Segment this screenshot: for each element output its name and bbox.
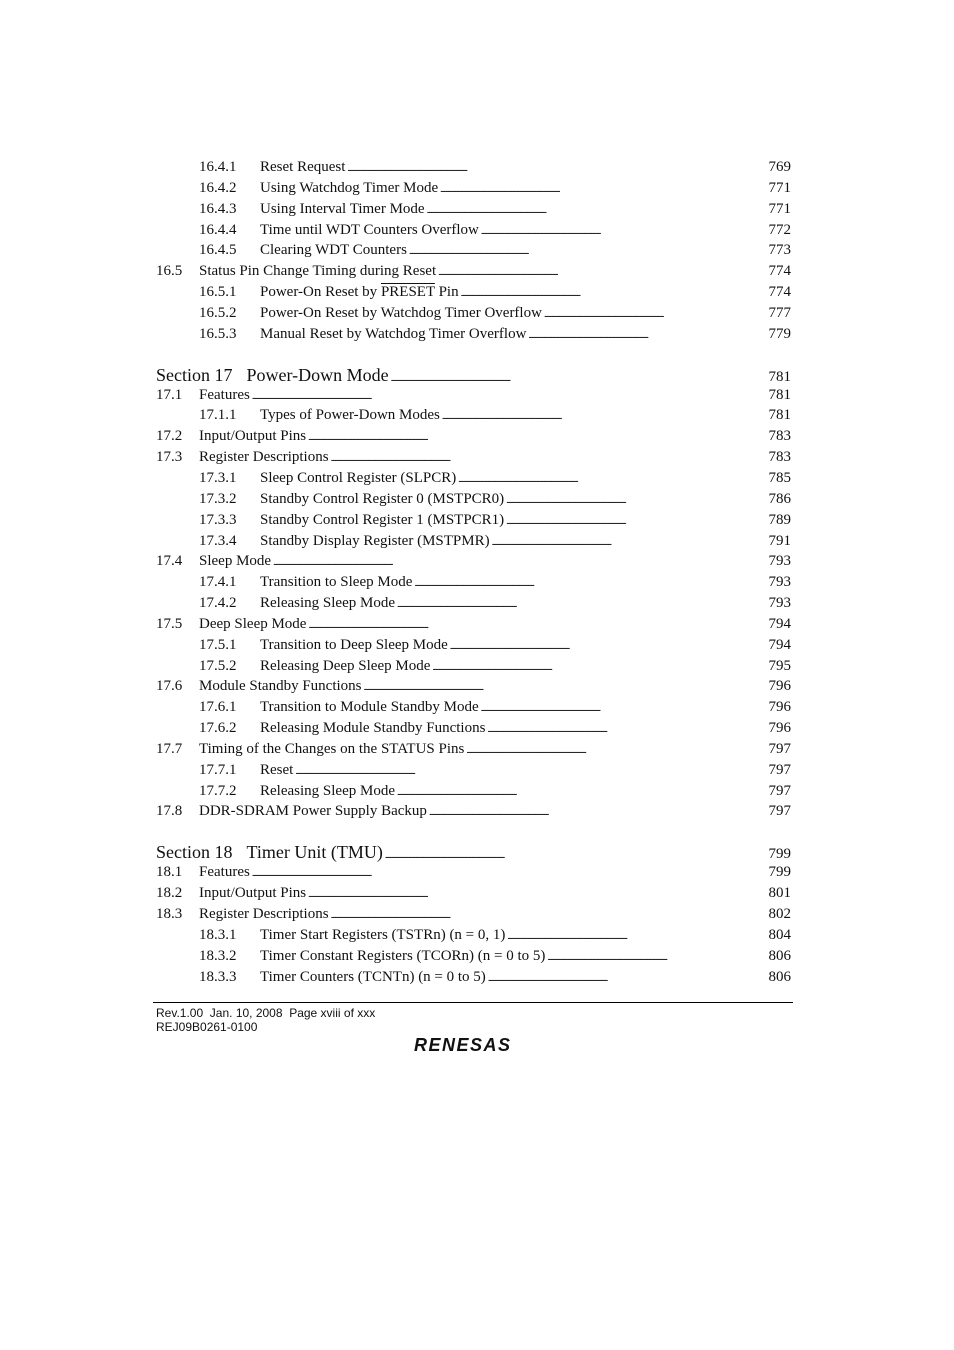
dot-leader — [364, 676, 767, 698]
toc-entry[interactable] — [156, 718, 791, 739]
toc-entry-number: 17.3 — [156, 449, 183, 466]
toc-entry-page: 781 — [768, 386, 791, 403]
toc-entry-title-overline: PRESET — [380, 284, 435, 301]
toc-entry-number: 17.5 — [156, 615, 183, 632]
toc-entry-number: 17.3.2 — [199, 490, 237, 507]
table-of-contents — [156, 157, 791, 987]
toc-entry-number: 17.1.1 — [199, 407, 237, 424]
toc-entry-page: 801 — [768, 885, 791, 902]
dot-leader — [429, 801, 767, 823]
toc-entry-number: 18.3 — [156, 906, 183, 922]
toc-entry-title: Reset — [260, 761, 294, 778]
toc-entry[interactable] — [156, 385, 791, 406]
renesas-logo — [414, 1033, 534, 1055]
toc-entry-page: 797 — [768, 803, 791, 820]
toc-entry[interactable] — [156, 303, 791, 324]
toc-entry-page: 791 — [768, 532, 791, 549]
toc-entry-page: 793 — [768, 595, 791, 612]
footer-document-code: REJ09B0261-0100 — [156, 1020, 258, 1034]
toc-entry[interactable] — [156, 904, 791, 925]
toc-entry-title: Reset Request — [260, 159, 346, 175]
dot-leader — [331, 904, 767, 926]
toc-entry-title: Time until WDT Counters Overflow — [260, 221, 479, 238]
toc-entry-number: 17.4 — [156, 553, 183, 570]
toc-entry-title: Features — [199, 386, 250, 403]
toc-entry[interactable] — [156, 801, 791, 822]
toc-entry-title: Transition to Deep Sleep Mode — [260, 636, 448, 653]
toc-entry-title: Standby Control Register 1 (MSTPCR1) — [260, 511, 505, 528]
toc-entry[interactable] — [156, 739, 791, 760]
toc-entry-number: 17.4.1 — [199, 574, 237, 591]
dot-leader — [547, 946, 766, 968]
toc-entry-number: 18.2 — [156, 885, 183, 902]
dot-leader — [488, 967, 767, 989]
toc-entry-title: Transition to Module Standby Mode — [260, 699, 479, 716]
toc-entry[interactable] — [156, 635, 791, 656]
toc-entry-page: 794 — [768, 615, 791, 632]
toc-entry[interactable] — [156, 157, 791, 178]
toc-entry-page: 802 — [768, 906, 791, 922]
dot-leader — [492, 531, 767, 553]
dot-leader — [252, 862, 767, 884]
toc-entry-number: 17.3.1 — [199, 469, 237, 486]
toc-entry-title: Register Descriptions — [199, 449, 329, 466]
toc-entry-number: 17.2 — [156, 428, 183, 445]
toc-entry[interactable] — [156, 178, 791, 199]
toc-entry[interactable] — [156, 925, 791, 946]
toc-section-entry[interactable] — [156, 364, 791, 386]
toc-entry[interactable] — [156, 199, 791, 220]
dot-leader — [481, 697, 767, 719]
dot-leader — [507, 925, 766, 947]
dot-leader — [397, 781, 767, 803]
toc-entry[interactable] — [156, 967, 791, 988]
toc-entry-page: 785 — [768, 469, 791, 486]
toc-entry-number: Section 18 — [156, 842, 233, 863]
toc-entry[interactable] — [156, 510, 791, 531]
dot-leader — [414, 572, 766, 594]
toc-entry-page: 783 — [768, 428, 791, 445]
toc-entry-page: 797 — [768, 782, 791, 799]
dot-leader — [331, 447, 767, 469]
toc-entry-number: 18.3.2 — [199, 947, 237, 964]
toc-entry-number: Section 17 — [156, 364, 233, 385]
toc-entry-page: 799 — [768, 864, 791, 881]
toc-entry-page: 793 — [768, 553, 791, 570]
toc-entry-page: 796 — [768, 720, 791, 737]
toc-entry-page: 774 — [768, 284, 791, 301]
toc-entry-title: Using Interval Timer Mode — [260, 200, 425, 217]
dot-leader — [487, 718, 766, 740]
toc-entry-title: Manual Reset by Watchdog Timer Overflow — [260, 325, 527, 342]
toc-entry-page: 795 — [768, 657, 791, 674]
toc-entry-title — [260, 282, 459, 303]
dot-leader — [506, 489, 766, 511]
renesas-logo-text: RENESAS — [414, 1035, 512, 1055]
toc-entry-page: 779 — [768, 325, 791, 342]
toc-entry-number: 16.5.3 — [199, 325, 237, 342]
toc-entry-title: Releasing Deep Sleep Mode — [260, 657, 431, 674]
toc-entry-title: Standby Display Register (MSTPMR) — [260, 532, 490, 549]
dot-leader — [544, 303, 767, 325]
toc-entry-page: 774 — [768, 263, 791, 280]
toc-entry-number: 17.8 — [156, 803, 183, 820]
dot-leader — [347, 157, 766, 179]
toc-entry[interactable] — [156, 781, 791, 802]
dot-leader — [466, 739, 766, 761]
toc-entry[interactable] — [156, 883, 791, 904]
toc-entry-page: 772 — [768, 221, 791, 238]
toc-entry-number: 17.3.3 — [199, 511, 237, 528]
toc-entry-title-part: Power-On Reset by — [260, 284, 381, 301]
footer-divider — [153, 1002, 793, 1003]
toc-entry-title: Timer Constant Registers (TCORn) (n = 0 to 5) — [260, 947, 546, 964]
toc-entry[interactable] — [156, 489, 791, 510]
toc-entry-number: 17.6 — [156, 678, 183, 695]
toc-entry-page: 797 — [768, 740, 791, 757]
dot-leader — [442, 405, 767, 427]
toc-entry-page: 806 — [768, 968, 791, 985]
toc-entry-number: 17.3.4 — [199, 532, 237, 549]
toc-entry-page: 783 — [768, 449, 791, 466]
toc-entry-page: 771 — [768, 200, 791, 217]
toc-entry-page: 777 — [768, 304, 791, 321]
toc-entry-title: Releasing Sleep Mode — [260, 782, 395, 799]
toc-entry-page: 797 — [768, 761, 791, 778]
toc-entry-number: 17.6.1 — [199, 699, 237, 716]
toc-entry-number: 16.4.3 — [199, 200, 237, 217]
dot-leader — [308, 614, 766, 636]
toc-entry-page: 796 — [768, 699, 791, 716]
toc-entry-title: Using Watchdog Timer Mode — [260, 179, 439, 196]
dot-leader — [450, 635, 767, 657]
toc-entry-number: 17.7 — [156, 740, 183, 757]
toc-entry-number: 17.6.2 — [199, 720, 237, 737]
dot-leader — [409, 240, 767, 262]
toc-entry-number: 16.4.5 — [199, 242, 237, 259]
toc-entry[interactable] — [156, 261, 791, 282]
toc-entry-title: Features — [199, 864, 250, 881]
toc-entry[interactable] — [156, 282, 791, 303]
toc-entry-title: Power-On Reset by Watchdog Timer Overflow — [260, 304, 542, 321]
toc-entry-page: 793 — [768, 574, 791, 591]
toc-entry-title: Status Pin Change Timing during Reset — [199, 263, 437, 280]
toc-entry-number: 18.3.3 — [199, 968, 237, 985]
page-footer — [156, 1006, 375, 1034]
toc-entry-title-part: Pin — [434, 284, 459, 301]
toc-entry[interactable] — [156, 572, 791, 593]
toc-entry[interactable] — [156, 468, 791, 489]
toc-entry-page: 786 — [768, 490, 791, 507]
dot-leader — [273, 551, 766, 573]
dot-leader — [461, 282, 767, 304]
toc-entry[interactable] — [156, 862, 791, 883]
dot-leader — [528, 324, 766, 346]
toc-entry-title: Register Descriptions — [199, 906, 329, 922]
toc-entry-number: 16.5 — [156, 263, 183, 280]
toc-entry-number: 16.5.1 — [199, 284, 237, 301]
toc-entry-page: 781 — [768, 368, 791, 385]
toc-entry-page: 794 — [768, 636, 791, 653]
toc-entry[interactable] — [156, 760, 791, 781]
toc-entry[interactable] — [156, 405, 791, 426]
dot-leader — [506, 510, 766, 532]
toc-entry-page: 769 — [768, 159, 791, 175]
toc-entry-page: 789 — [768, 511, 791, 528]
toc-entry[interactable] — [156, 593, 791, 614]
toc-entry-title: Deep Sleep Mode — [199, 615, 307, 632]
dot-leader — [458, 468, 766, 490]
dot-leader — [252, 385, 767, 407]
toc-entry-number: 17.5.1 — [199, 636, 237, 653]
toc-entry[interactable] — [156, 551, 791, 572]
toc-entry-number: 17.4.2 — [199, 595, 237, 612]
dot-leader — [438, 261, 766, 283]
toc-entry-title: Transition to Sleep Mode — [260, 574, 413, 591]
toc-entry-number: 17.5.2 — [199, 657, 237, 674]
dot-leader — [295, 760, 766, 782]
toc-entry[interactable] — [156, 676, 791, 697]
toc-entry-title: Power-Down Mode — [246, 364, 389, 385]
dot-leader — [432, 656, 766, 678]
toc-entry-title: Standby Control Register 0 (MSTPCR0) — [260, 490, 505, 507]
toc-entry-title: Clearing WDT Counters — [260, 242, 407, 259]
toc-entry-title: Timer Counters (TCNTn) (n = 0 to 5) — [260, 968, 486, 985]
toc-entry-number: 17.1 — [156, 386, 183, 403]
toc-entry[interactable] — [156, 240, 791, 261]
toc-entry[interactable] — [156, 426, 791, 447]
toc-entry-number: 16.4.2 — [199, 179, 237, 196]
toc-entry-number: 16.4.4 — [199, 221, 237, 238]
toc-entry-page: 771 — [768, 179, 791, 196]
toc-section-entry[interactable] — [156, 841, 791, 863]
toc-entry-title: Types of Power-Down Modes — [260, 407, 440, 424]
toc-entry[interactable] — [156, 946, 791, 967]
dot-leader — [308, 426, 766, 448]
dot-leader — [308, 883, 766, 905]
toc-entry-title: Timing of the Changes on the STATUS Pins — [199, 740, 465, 757]
toc-entry-title: Sleep Mode — [199, 553, 272, 570]
toc-entry-title: DDR-SDRAM Power Supply Backup — [199, 803, 427, 820]
toc-entry-title: Timer Unit (TMU) — [246, 842, 383, 863]
toc-entry-number: 16.5.2 — [199, 304, 237, 321]
toc-entry-page: 773 — [768, 242, 791, 259]
dot-leader — [440, 178, 766, 200]
toc-entry-title: Module Standby Functions — [199, 678, 362, 695]
toc-entry-title: Input/Output Pins — [199, 885, 307, 902]
toc-entry-page: 796 — [768, 678, 791, 695]
toc-entry-page: 799 — [768, 846, 791, 863]
toc-entry-page: 806 — [768, 947, 791, 964]
toc-entry[interactable] — [156, 656, 791, 677]
toc-entry-number: 17.7.2 — [199, 782, 237, 799]
toc-entry-number: 17.7.1 — [199, 761, 237, 778]
toc-entry-title: Releasing Module Standby Functions — [260, 720, 486, 737]
toc-entry[interactable] — [156, 324, 791, 345]
toc-entry-page: 781 — [768, 407, 791, 424]
toc-entry[interactable] — [156, 531, 791, 552]
toc-entry-number: 18.1 — [156, 864, 183, 881]
footer-revision: Rev.1.00 Jan. 10, 2008 Page xviii of xxx — [156, 1006, 376, 1020]
toc-entry-number: 18.3.1 — [199, 926, 237, 943]
toc-entry-title: Timer Start Registers (TSTRn) (n = 0, 1) — [260, 926, 506, 943]
toc-entry[interactable] — [156, 614, 791, 635]
toc-entry[interactable] — [156, 220, 791, 241]
dot-leader — [427, 199, 767, 221]
toc-entry-number: 16.4.1 — [199, 159, 237, 175]
toc-entry-title: Input/Output Pins — [199, 428, 307, 445]
toc-entry[interactable] — [156, 447, 791, 468]
dot-leader — [481, 220, 767, 242]
dot-leader — [397, 593, 767, 615]
toc-entry-title: Sleep Control Register (SLPCR) — [260, 469, 457, 486]
renesas-logo-mark — [414, 1033, 534, 1055]
toc-entry-page: 804 — [768, 926, 791, 943]
toc-entry[interactable] — [156, 697, 791, 718]
toc-entry-title: Releasing Sleep Mode — [260, 595, 395, 612]
